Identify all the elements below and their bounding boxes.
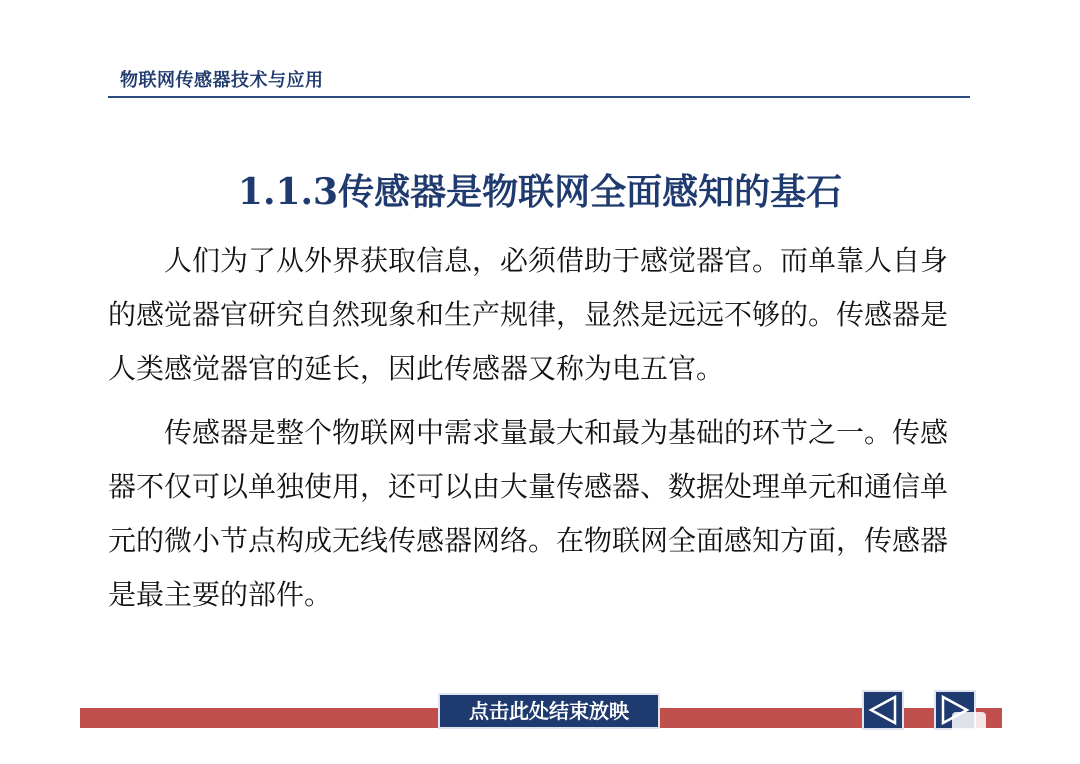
slide-title: 1.1.3传感器是物联网全面感知的基石 xyxy=(237,171,843,213)
header-divider xyxy=(108,96,970,98)
paragraph-2: 传感器是整个物联网中需求量最大和最为基础的环节之一。传感器不仅可以单独使用，还可以由大量传感器、数据处理单元和通信单元的微小节点构成无线传感器网络。在物联网全面感知方面，传感器是最主要的部件。 xyxy=(108,416,949,611)
paragraph-1: 人们为了从外界获取信息，必须借助于感觉器官。而单靠人自身的感觉器官研究自然现象和生产规律，显然是远远不够的。传感器是人类感觉器官的延长，因此传感器又称为电五官。 xyxy=(108,244,949,385)
slide-body xyxy=(108,234,974,622)
end-slideshow-button[interactable]: 点击此处结束放映 xyxy=(438,693,660,729)
triangle-left-icon xyxy=(864,692,902,728)
watermark-overlay xyxy=(952,712,986,732)
previous-slide-button[interactable] xyxy=(862,690,904,730)
course-title: 物联网传感器技术与应用 xyxy=(120,70,324,91)
